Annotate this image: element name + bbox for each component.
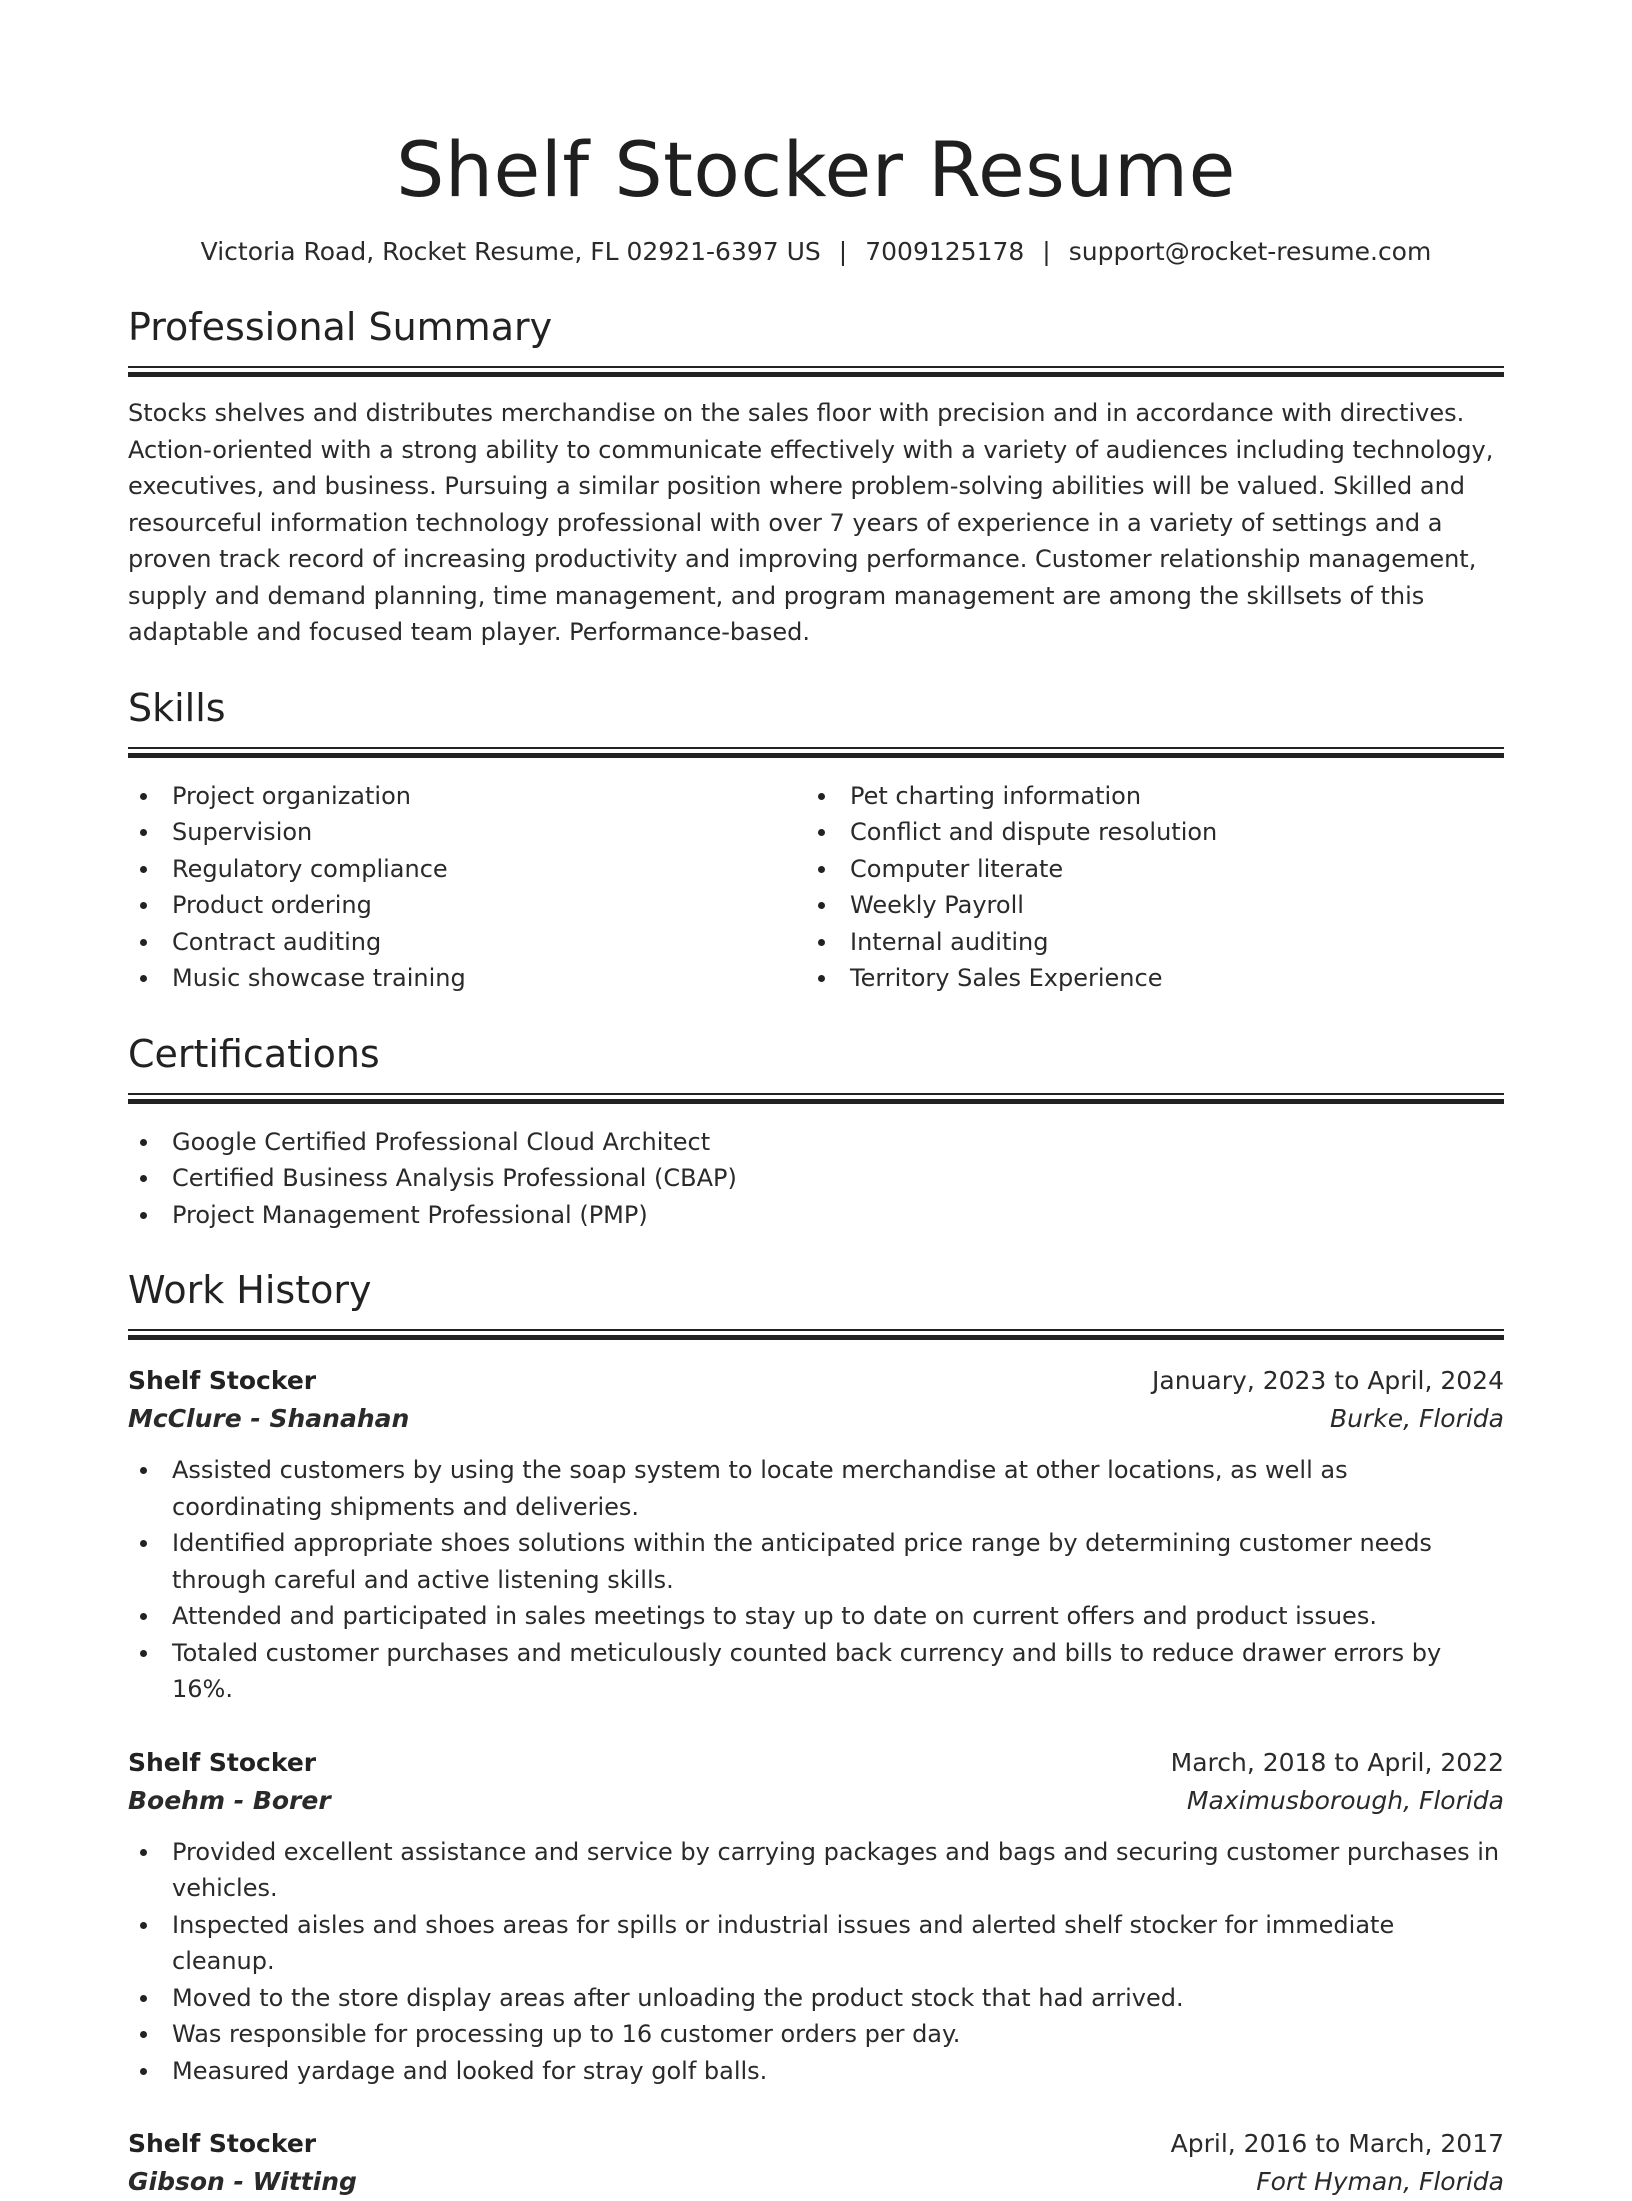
skill-item: Contract auditing — [128, 924, 806, 961]
contact-line — [128, 234, 1504, 270]
skill-item: Internal auditing — [806, 924, 1484, 961]
summary-section — [128, 302, 1504, 651]
skill-item: Regulatory compliance — [128, 851, 806, 888]
job-bullets — [128, 1834, 1504, 2090]
skill-item: Computer literate — [806, 851, 1484, 888]
skill-item: Weekly Payroll — [806, 887, 1484, 924]
skill-item: Supervision — [128, 814, 806, 851]
skill-item: Pet charting information — [806, 778, 1484, 815]
skills-list-left — [128, 778, 806, 997]
job-location: Fort Hyman, Florida — [1256, 2167, 1504, 2196]
job-title: Shelf Stocker — [128, 1366, 317, 1395]
certifications-heading: Certifications — [128, 1031, 380, 1076]
section-divider — [128, 747, 1504, 749]
job-dates: January, 2023 to April, 2024 — [1152, 1366, 1504, 1395]
skills-columns — [128, 778, 1504, 997]
job-bullet: Moved to the store display areas after unloading the product stock that had arrived. — [128, 1980, 1504, 2017]
skill-item: Project organization — [128, 778, 806, 815]
job-subheader — [128, 1400, 1504, 1438]
certification-item: Google Certified Professional Cloud Architect — [128, 1124, 1504, 1161]
certifications-list — [128, 1124, 1504, 1234]
job-bullet: Identified appropriate shoes solutions within the anticipated price range by determining customer needs through careful and active listening skills. — [128, 1525, 1504, 1598]
job-subheader — [128, 2163, 1504, 2201]
section-divider — [128, 366, 1504, 368]
job-bullet: Was responsible for processing up to 16 customer orders per day. — [128, 2016, 1504, 2053]
section-divider — [128, 1099, 1504, 1104]
job-entry — [128, 2125, 1504, 2201]
job-title: Shelf Stocker — [128, 2129, 317, 2158]
job-bullet: Inspected aisles and shoes areas for spills or industrial issues and alerted shelf stocker for immediate cleanup. — [128, 1907, 1504, 1980]
job-company: Gibson - Witting — [128, 2167, 357, 2196]
resume-page — [128, 0, 1504, 2201]
skills-heading: Skills — [128, 685, 226, 730]
contact-email[interactable]: support@rocket-resume.com — [1068, 237, 1432, 266]
job-bullet: Attended and participated in sales meetings to stay up to date on current offers and product issues. — [128, 1598, 1504, 1635]
job-entry — [128, 1744, 1504, 2090]
job-bullet: Provided excellent assistance and service by carrying packages and bags and securing customer purchases in vehicles. — [128, 1834, 1504, 1907]
skill-item: Territory Sales Experience — [806, 960, 1484, 997]
job-dates: April, 2016 to March, 2017 — [1170, 2129, 1504, 2158]
contact-separator: | — [1042, 237, 1051, 266]
work-history-heading: Work History — [128, 1268, 372, 1312]
job-bullets — [128, 1452, 1504, 1708]
job-header — [128, 1362, 1504, 1400]
skills-list-right — [806, 778, 1484, 997]
contact-separator: | — [838, 237, 848, 266]
certifications-section — [128, 1029, 1504, 1234]
skill-item: Product ordering — [128, 887, 806, 924]
job-company: Boehm - Borer — [128, 1785, 331, 1815]
job-title: Shelf Stocker — [128, 1747, 317, 1777]
skills-section — [128, 683, 1504, 997]
job-location: Maximusborough, Florida — [1186, 1785, 1504, 1815]
job-header — [128, 2125, 1504, 2163]
summary-text: Stocks shelves and distributes merchandise on the sales floor with precision and in accordance with directives. Action-oriented with a strong ability to communicate effectively with a variety of audiences including technology, executives, and business. Pursuing a similar position where problem-solving abilities will be valued. Skilled and resourceful information technology professional with over 7 years of experience in a variety of settings and a proven track record of increasing productivity and improving performance. Customer relationship management, supply and demand planning, time management, and program management are among the skillsets of this adaptable and focused team player. Performance-based. — [128, 399, 1494, 646]
certification-item: Project Management Professional (PMP) — [128, 1197, 1504, 1234]
section-divider — [128, 1335, 1504, 1340]
job-bullet: Totaled customer purchases and meticulously counted back currency and bills to reduce drawer errors by 16%. — [128, 1635, 1504, 1708]
skill-item: Conflict and dispute resolution — [806, 814, 1484, 851]
work-history-section — [128, 1265, 1504, 2201]
contact-phone: 7009125178 — [865, 237, 1025, 266]
job-location: Burke, Florida — [1329, 1404, 1504, 1433]
skill-item: Music showcase training — [128, 960, 806, 997]
section-divider — [128, 1329, 1504, 1331]
job-bullet: Assisted customers by using the soap system to locate merchandise at other locations, as well as coordinating shipments and deliveries. — [128, 1452, 1504, 1525]
resume-title: Shelf Stocker Resume — [396, 125, 1236, 214]
job-company: McClure - Shanahan — [128, 1404, 410, 1433]
job-subheader — [128, 1782, 1504, 1820]
job-entry — [128, 1362, 1504, 1708]
job-dates: March, 2018 to April, 2022 — [1170, 1747, 1504, 1777]
certification-item: Certified Business Analysis Professional (CBAP) — [128, 1160, 1504, 1197]
section-divider — [128, 753, 1504, 758]
job-header — [128, 1744, 1504, 1782]
summary-heading: Professional Summary — [128, 305, 553, 349]
contact-address: Victoria Road, Rocket Resume, FL 02921-6397 US — [200, 237, 821, 266]
job-bullet: Measured yardage and looked for stray golf balls. — [128, 2053, 1504, 2090]
section-divider — [128, 372, 1504, 377]
section-divider — [128, 1093, 1504, 1095]
